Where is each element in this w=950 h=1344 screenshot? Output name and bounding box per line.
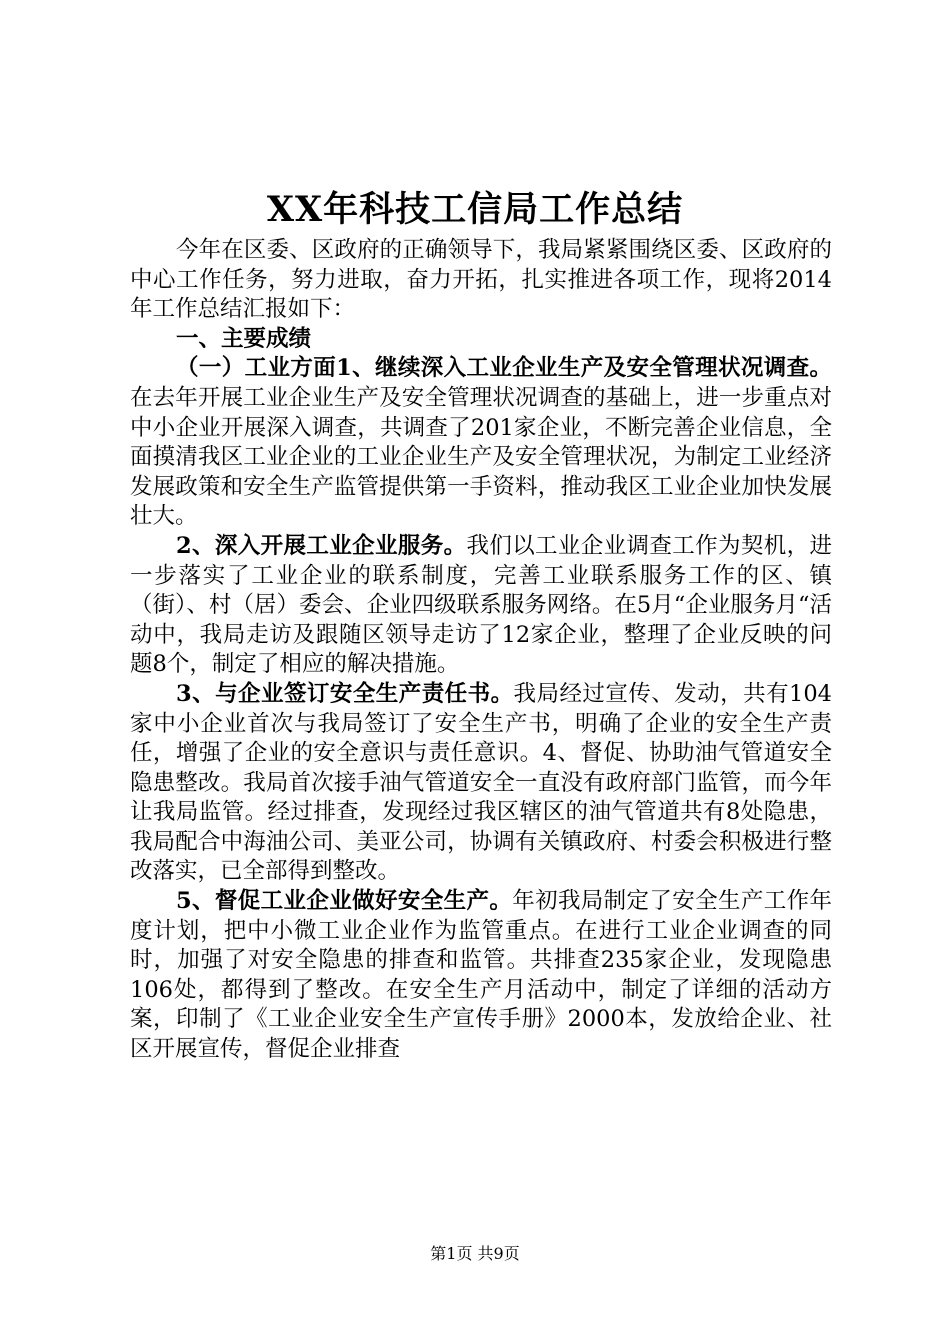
document-title: XX年科技工信局工作总结	[266, 189, 684, 230]
paragraph-text: 我们以工业企业调查工作为契机，进一步落实了工业企业的联系制度，完善工业联系服务工作的区、镇（街）、村（居）委会、企业四级联系服务网络。在5月“企业服务月“活动中，我局走访及跟随区领导走访了12家企业，整理了企业反映的问题8个，制定了相应的解决措施。	[130, 532, 832, 678]
document-body	[130, 236, 832, 1065]
paragraph-text: 今年在区委、区政府的正确领导下，我局紧紧围绕区委、区政府的中心工作任务，努力进取，奋力开拓，扎实推进各项工作，现将2014年工作总结汇报如下：	[130, 237, 832, 323]
paragraph-lead: （一）工业方面1、继续深入工业企业生产及安全管理状况调查。	[176, 355, 832, 382]
page-number: 第1页 共9页	[430, 1244, 520, 1263]
section-heading-text: 一、主要成绩	[176, 325, 312, 352]
paragraph-intro	[130, 236, 832, 325]
paragraph-item-5	[130, 887, 832, 1065]
paragraph-text: 在去年开展工业企业生产及安全管理状况调查的基础上，进一步重点对中小企业开展深入调查，共调查了201家企业，不断完善企业信息，全面摸清我区工业企业的工业企业生产及安全管理状况，为制定工业经济发展政策和安全生产监管提供第一手资料，推动我区工业企业加快发展壮大。	[130, 384, 832, 530]
paragraph-text: 我局经过宣传、发动，共有104家中小企业首次与我局签订了安全生产书，明确了企业的安全生产责任，增强了企业的安全意识与责任意识。4、督促、协助油气管道安全隐患整改。我局首次接手油气管道安全一直没有政府部门监管，而今年让我局监管。经过排查，发现经过我区辖区的油气管道共有8处隐患，我局配合中海油公司、美亚公司，协调有关镇政府、村委会积极进行整改落实，已全部得到整改。	[130, 680, 832, 885]
section-heading	[130, 325, 832, 355]
paragraph-text: 年初我局制定了安全生产工作年度计划，把中小微工业企业作为监管重点。在进行工业企业调查的同时，加强了对安全隐患的排查和监管。共排查235家企业，发现隐患106处，都得到了整改。在安全生产月活动中，制定了详细的活动方案，印制了《工业企业安全生产宣传手册》2000本，发放给企业、社区开展宣传，督促企业排查	[130, 888, 832, 1063]
paragraph-item-2	[130, 532, 832, 680]
paragraph-lead: 3、与企业签订安全生产责任书。	[176, 680, 514, 707]
page-footer	[0, 1243, 950, 1265]
paragraph-lead: 2、深入开展工业企业服务。	[176, 532, 467, 559]
paragraph-item-1	[130, 354, 832, 532]
paragraph-lead: 5、督促工业企业做好安全生产。	[176, 888, 513, 915]
paragraph-item-3	[130, 680, 832, 887]
